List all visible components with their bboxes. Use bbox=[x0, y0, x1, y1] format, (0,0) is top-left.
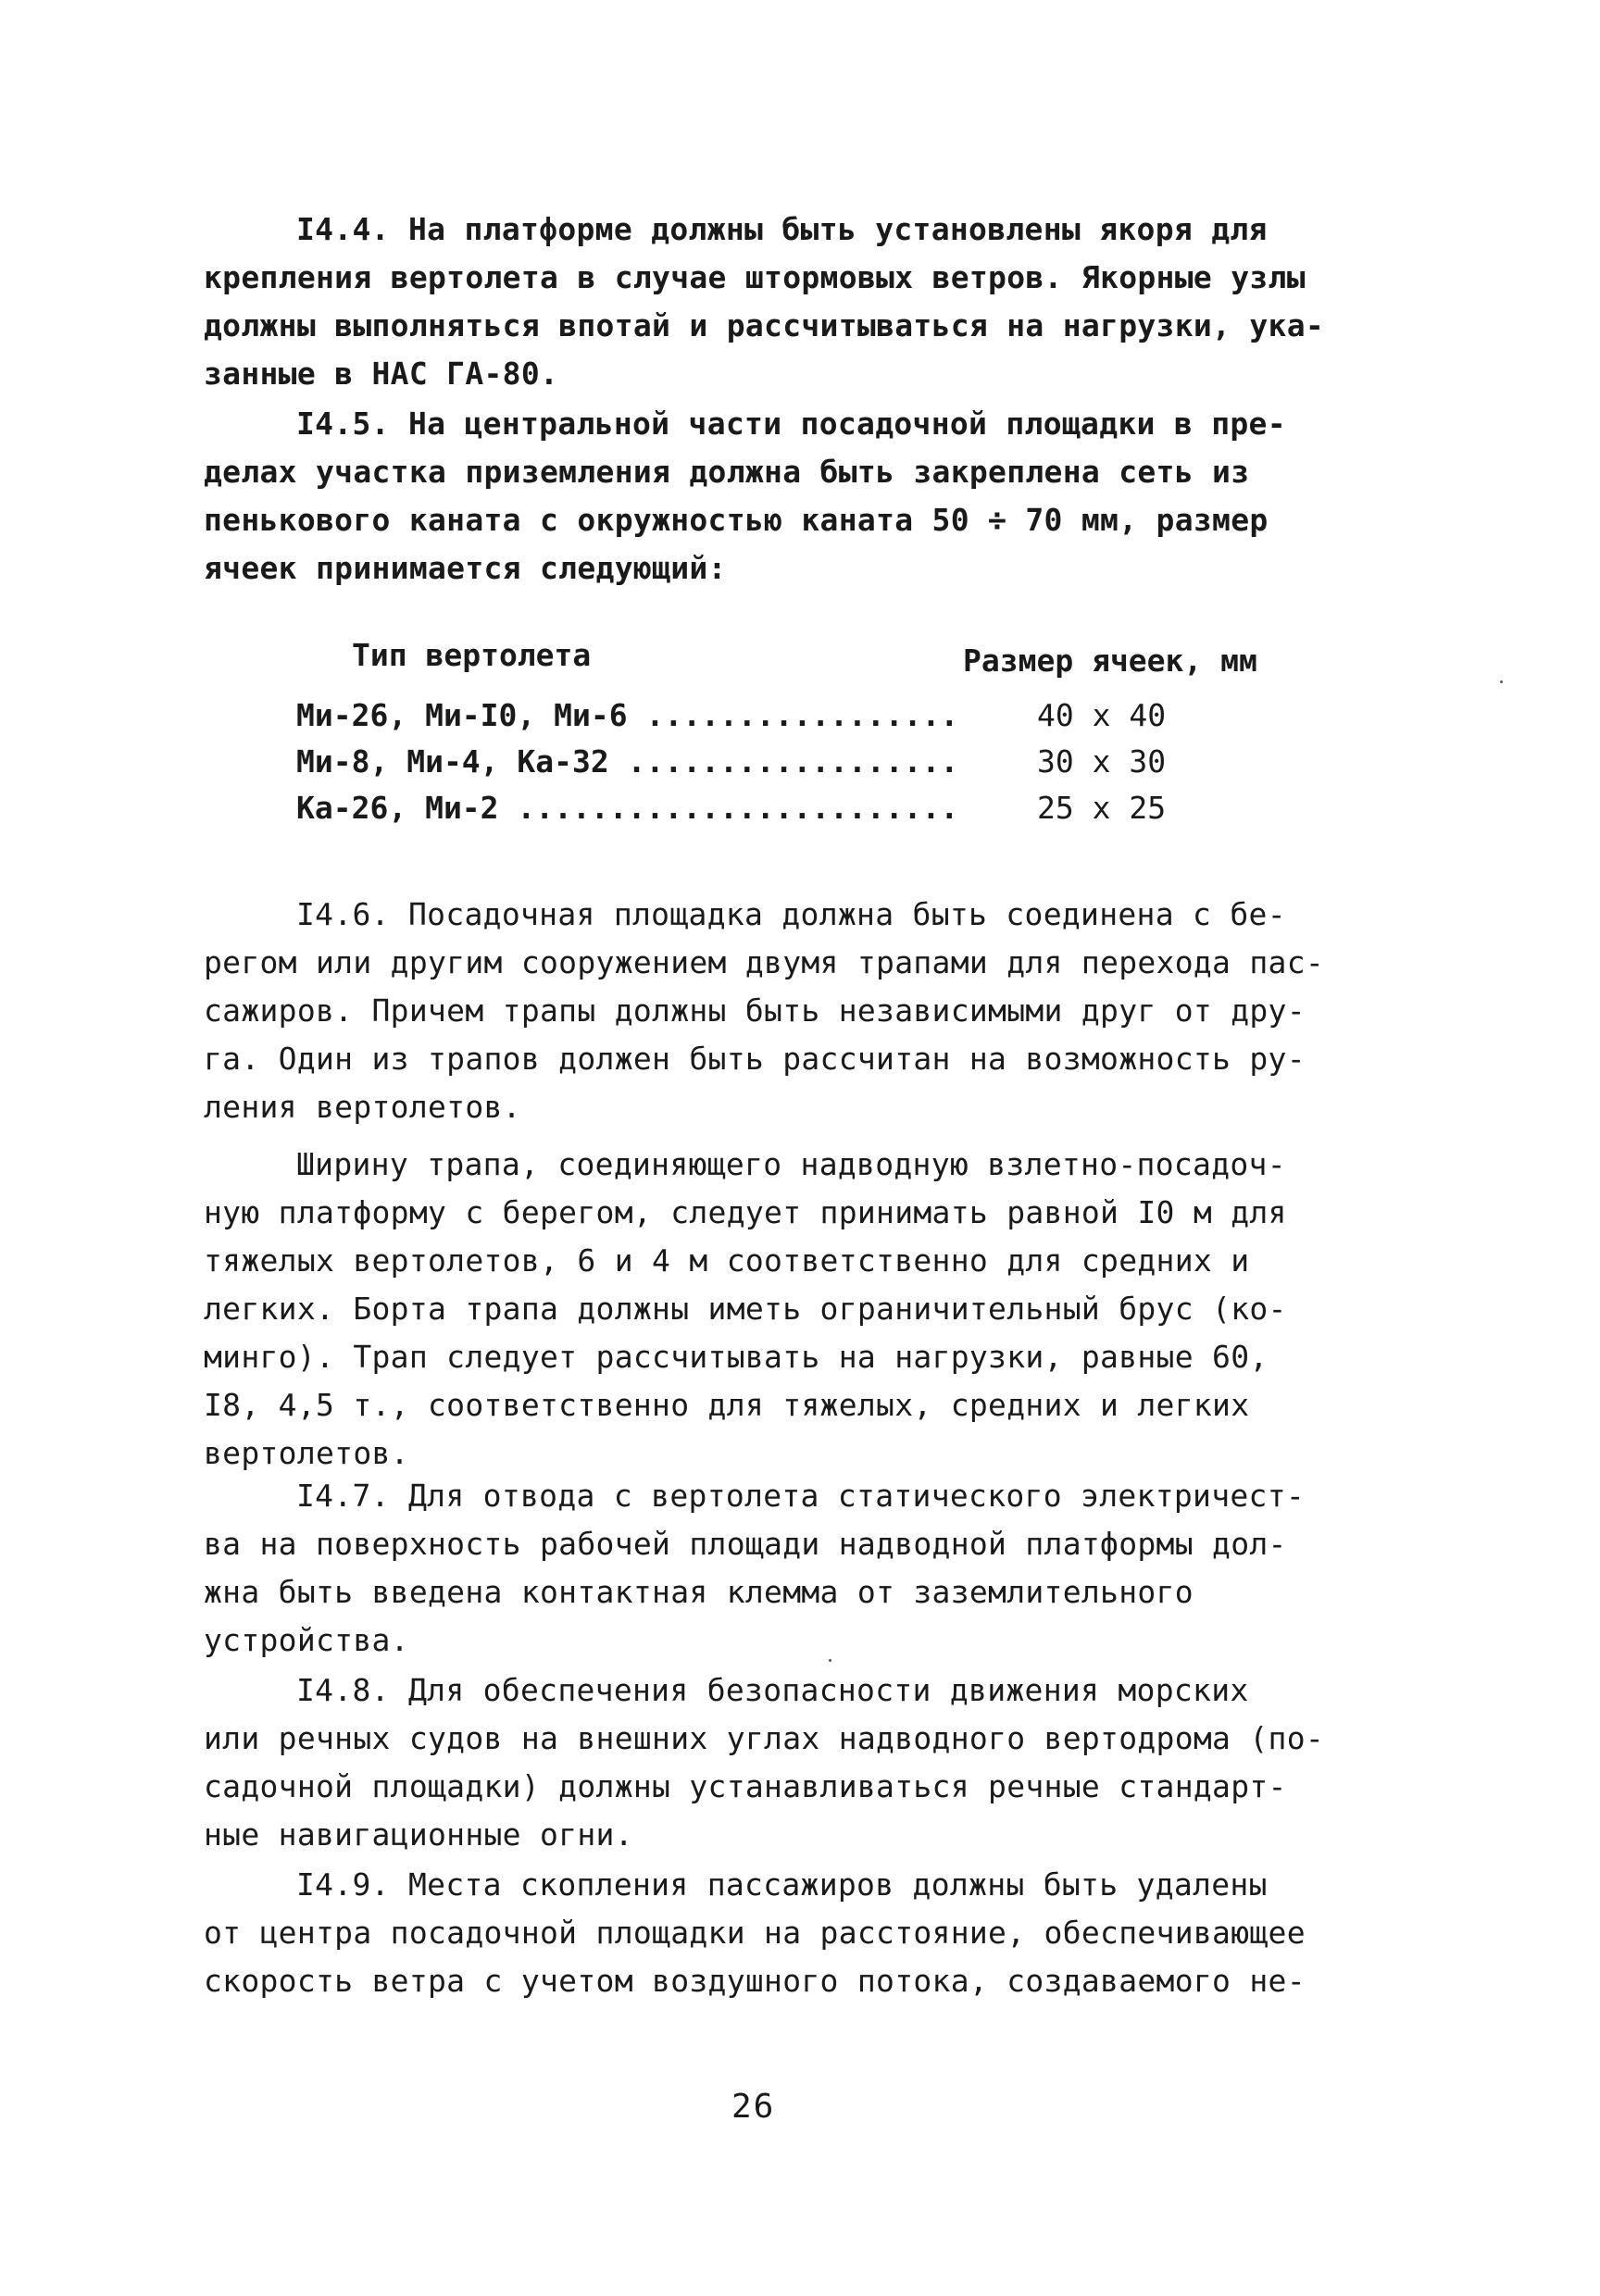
scan-speck bbox=[829, 1659, 831, 1662]
text-line: ва на поверхность рабочей площади надводной платформы дол- bbox=[204, 1526, 1287, 1562]
text-line: делах участка приземления должна быть закреплена сеть из bbox=[204, 454, 1250, 490]
mesh-size: 30 x 30 bbox=[1037, 743, 1167, 780]
text-line: тяжелых вертолетов, 6 и 4 м соответственно для средних и bbox=[204, 1242, 1250, 1279]
text-line: I4.7. Для отвода с вертолета статического электричест- bbox=[296, 1478, 1306, 1514]
paragraph-14-9 bbox=[204, 1861, 1380, 2005]
column-header-size: Размер ячеек, мм bbox=[963, 643, 1257, 679]
helicopter-type: Ка-26, Ми-2 ........................ bbox=[296, 790, 959, 826]
column-header-type: Тип вертолета bbox=[352, 637, 592, 673]
paragraph-14-5 bbox=[204, 400, 1380, 593]
text-line: сажиров. Причем трапы должны быть независимыми друг от дру- bbox=[204, 992, 1306, 1029]
paragraph-14-8 bbox=[204, 1666, 1380, 1859]
text-line: вертолетов. bbox=[204, 1435, 409, 1471]
scan-speck bbox=[1500, 680, 1503, 683]
text-line: должны выполняться впотай и рассчитываться на нагрузки, ука- bbox=[204, 307, 1325, 343]
text-line: I4.8. Для обеспечения безопасности движения морских bbox=[296, 1672, 1249, 1708]
text-line: жна быть введена контактная клемма от заземлительного bbox=[204, 1574, 1194, 1610]
text-line: га. Один из трапов должен быть рассчитан на возможность ру- bbox=[204, 1041, 1306, 1077]
table-row bbox=[296, 785, 1315, 831]
text-line: садочной площадки) должны устанавливаться речные стандарт- bbox=[204, 1768, 1287, 1804]
paragraph-14-4 bbox=[204, 206, 1380, 398]
text-line: легких. Борта трапа должны иметь ограничительный брус (ко- bbox=[204, 1291, 1287, 1327]
paragraph-14-7 bbox=[204, 1472, 1380, 1665]
table-header bbox=[296, 637, 1315, 693]
text-line: ную платформу с берегом, следует принимать равной I0 м для bbox=[204, 1194, 1287, 1230]
text-line: I4.9. Места скопления пассажиров должны быть удалены bbox=[296, 1866, 1268, 1903]
text-line: ячеек принимается следующий: bbox=[204, 550, 727, 586]
paragraph-gangway-width bbox=[204, 1141, 1380, 1478]
text-line: I4.5. На центральной части посадочной площадки в пре- bbox=[296, 406, 1286, 442]
table-row bbox=[296, 739, 1315, 785]
text-line: ления вертолетов. bbox=[204, 1089, 521, 1125]
text-line: Ширину трапа, соединяющего надводную взлетно-посадоч- bbox=[296, 1146, 1286, 1182]
table-row bbox=[296, 693, 1315, 739]
helicopter-type: Ми-8, Ми-4, Ка-32 .................. bbox=[296, 743, 959, 780]
text-line: крепления вертолета в случае штормовых ветров. Якорные узлы bbox=[204, 259, 1306, 295]
text-line: скорость ветра с учетом воздушного потока, создаваемого не- bbox=[204, 1963, 1306, 1999]
mesh-size-table bbox=[296, 637, 1315, 831]
text-line: ные навигационные огни. bbox=[204, 1816, 633, 1853]
text-line: пенькового каната с окружностью каната 50 ÷ 70 мм, размер bbox=[204, 502, 1269, 538]
mesh-size: 25 x 25 bbox=[1037, 790, 1167, 826]
paragraph-14-6 bbox=[204, 891, 1380, 1131]
page-number: 26 bbox=[731, 2088, 776, 2126]
text-line: или речных судов на внешних углах надводного вертодрома (по- bbox=[204, 1720, 1325, 1756]
text-line: устройства. bbox=[204, 1622, 409, 1658]
helicopter-type: Ми-26, Ми-I0, Ми-6 ................. bbox=[296, 697, 959, 733]
mesh-size: 40 x 40 bbox=[1037, 697, 1167, 733]
text-line: I4.4. На платформе должны быть установлены якоря для bbox=[296, 211, 1268, 247]
text-line: занные в НАС ГА-80. bbox=[204, 356, 559, 392]
text-line: регом или другим сооружением двумя трапами для перехода пас- bbox=[204, 944, 1325, 980]
text-line: от центра посадочной площадки на расстояние, обеспечивающее bbox=[204, 1915, 1306, 1951]
text-line: минго). Трап следует рассчитывать на нагрузки, равные 60, bbox=[204, 1339, 1269, 1375]
text-line: I8, 4,5 т., соответственно для тяжелых, средних и легких bbox=[204, 1387, 1250, 1423]
text-line: I4.6. Посадочная площадка должна быть соединена с бе- bbox=[296, 896, 1286, 932]
